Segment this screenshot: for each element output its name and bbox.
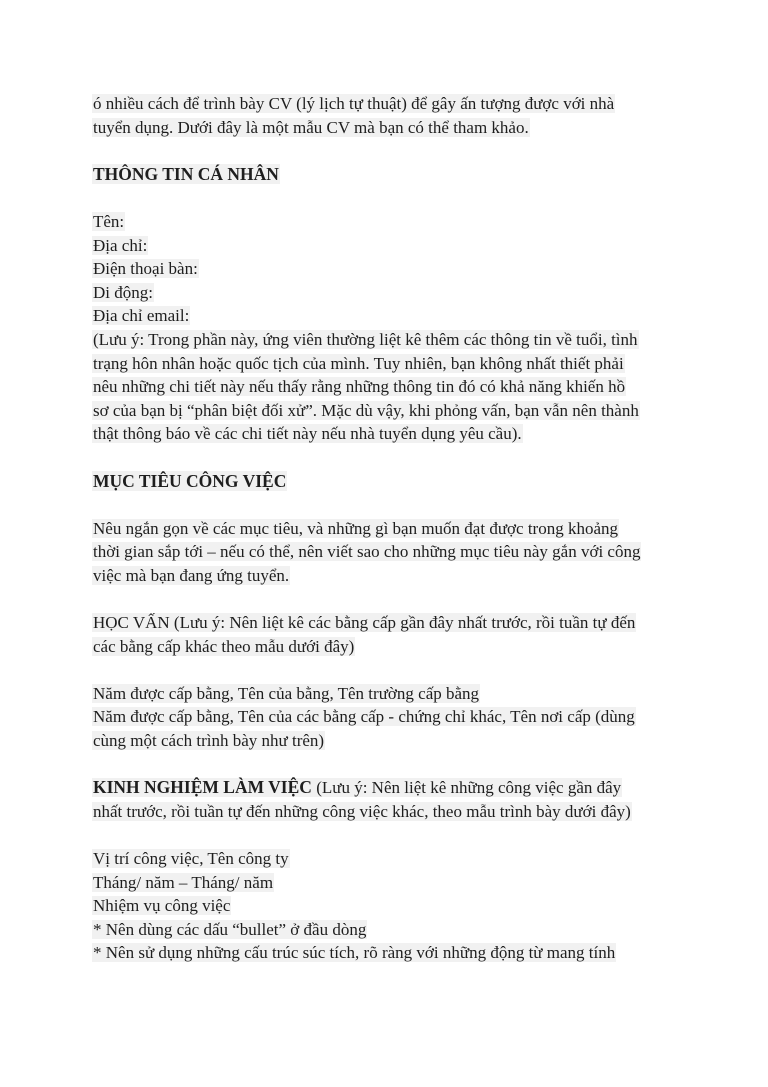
section-heading-objective: MỤC TIÊU CÔNG VIỆC <box>93 470 287 491</box>
education-heading-line: các bằng cấp khác theo mẫu dưới đây) <box>93 636 355 656</box>
education-heading-line: HỌC VẤN (Lưu ý: Nên liệt kê các bằng cấp gần đây nhất trước, rồi tuần tự đến <box>93 613 636 633</box>
education-intro <box>92 611 692 658</box>
intro-line: ó nhiều cách để trình bày CV (lý lịch tự thuật) để gây ấn tượng được với nhà <box>93 94 615 113</box>
objective-line: thời gian sắp tới – nếu có thể, nên viết sao cho những mục tiêu này gắn với công <box>93 542 641 562</box>
field-label-landline: Điện thoại bàn: <box>93 259 198 279</box>
section-heading-experience: KINH NGHIỆM LÀM VIỆC <box>93 777 312 798</box>
intro-line: tuyển dụng. Dưới đây là một mẫu CV mà bạn có thể tham khảo. <box>93 117 529 137</box>
field-label-address: Địa chỉ: <box>93 235 148 255</box>
note-line: (Lưu ý: Trong phần này, ứng viên thường liệt kê thêm các thông tin về tuổi, tình <box>93 329 638 349</box>
education-entry: Năm được cấp bằng, Tên của bằng, Tên trường cấp bằng <box>93 683 480 703</box>
field-label-name: Tên: <box>93 211 125 231</box>
document-page <box>92 92 692 965</box>
note-line: sơ của bạn bị “phân biệt đối xử”. Mặc dù vậy, khi phỏng vấn, bạn vẫn nên thành <box>93 400 639 420</box>
experience-item: Vị trí công việc, Tên công ty <box>93 849 289 868</box>
experience-items <box>92 847 692 965</box>
objective-line: Nêu ngắn gọn về các mục tiêu, và những gì bạn muốn đạt được trong khoảng <box>93 518 619 538</box>
education-entry: cùng một cách trình bày như trên) <box>93 731 325 751</box>
experience-bullet: * Nên dùng các dấu “bullet” ở đầu dòng <box>93 919 367 939</box>
note-line: nêu những chi tiết này nếu thấy rằng những thông tin đó có khả năng khiến hồ <box>93 377 626 397</box>
field-label-mobile: Di động: <box>93 282 153 302</box>
education-entry: Năm được cấp bằng, Tên của các bằng cấp - chứng chỉ khác, Tên nơi cấp (dùng <box>93 707 635 727</box>
section-heading-personal-info: THÔNG TIN CÁ NHÂN <box>93 163 279 184</box>
note-line: thật thông báo về các chi tiết này nếu nhà tuyển dụng yêu cầu). <box>93 424 522 444</box>
note-line: trạng hôn nhân hoặc quốc tịch của mình. Tuy nhiên, bạn không nhất thiết phải <box>93 353 624 373</box>
experience-note-cont: nhất trước, rồi tuần tự đến những công việc khác, theo mẫu trình bày dưới đây) <box>93 801 631 821</box>
experience-item: Nhiệm vụ công việc <box>93 896 231 916</box>
education-entries <box>92 682 692 753</box>
intro-paragraph <box>92 92 692 139</box>
personal-info-note <box>92 328 692 446</box>
personal-info-fields <box>92 210 692 328</box>
experience-header <box>92 776 692 823</box>
objective-body <box>92 517 692 588</box>
experience-bullet: * Nên sử dụng những cấu trúc súc tích, rõ ràng với những động từ mang tính <box>93 943 616 963</box>
experience-note: (Lưu ý: Nên liệt kê những công việc gần đây <box>311 778 622 798</box>
objective-line: việc mà bạn đang ứng tuyển. <box>93 565 290 585</box>
experience-item: Tháng/ năm – Tháng/ năm <box>93 872 274 892</box>
field-label-email: Địa chỉ email: <box>93 306 190 326</box>
